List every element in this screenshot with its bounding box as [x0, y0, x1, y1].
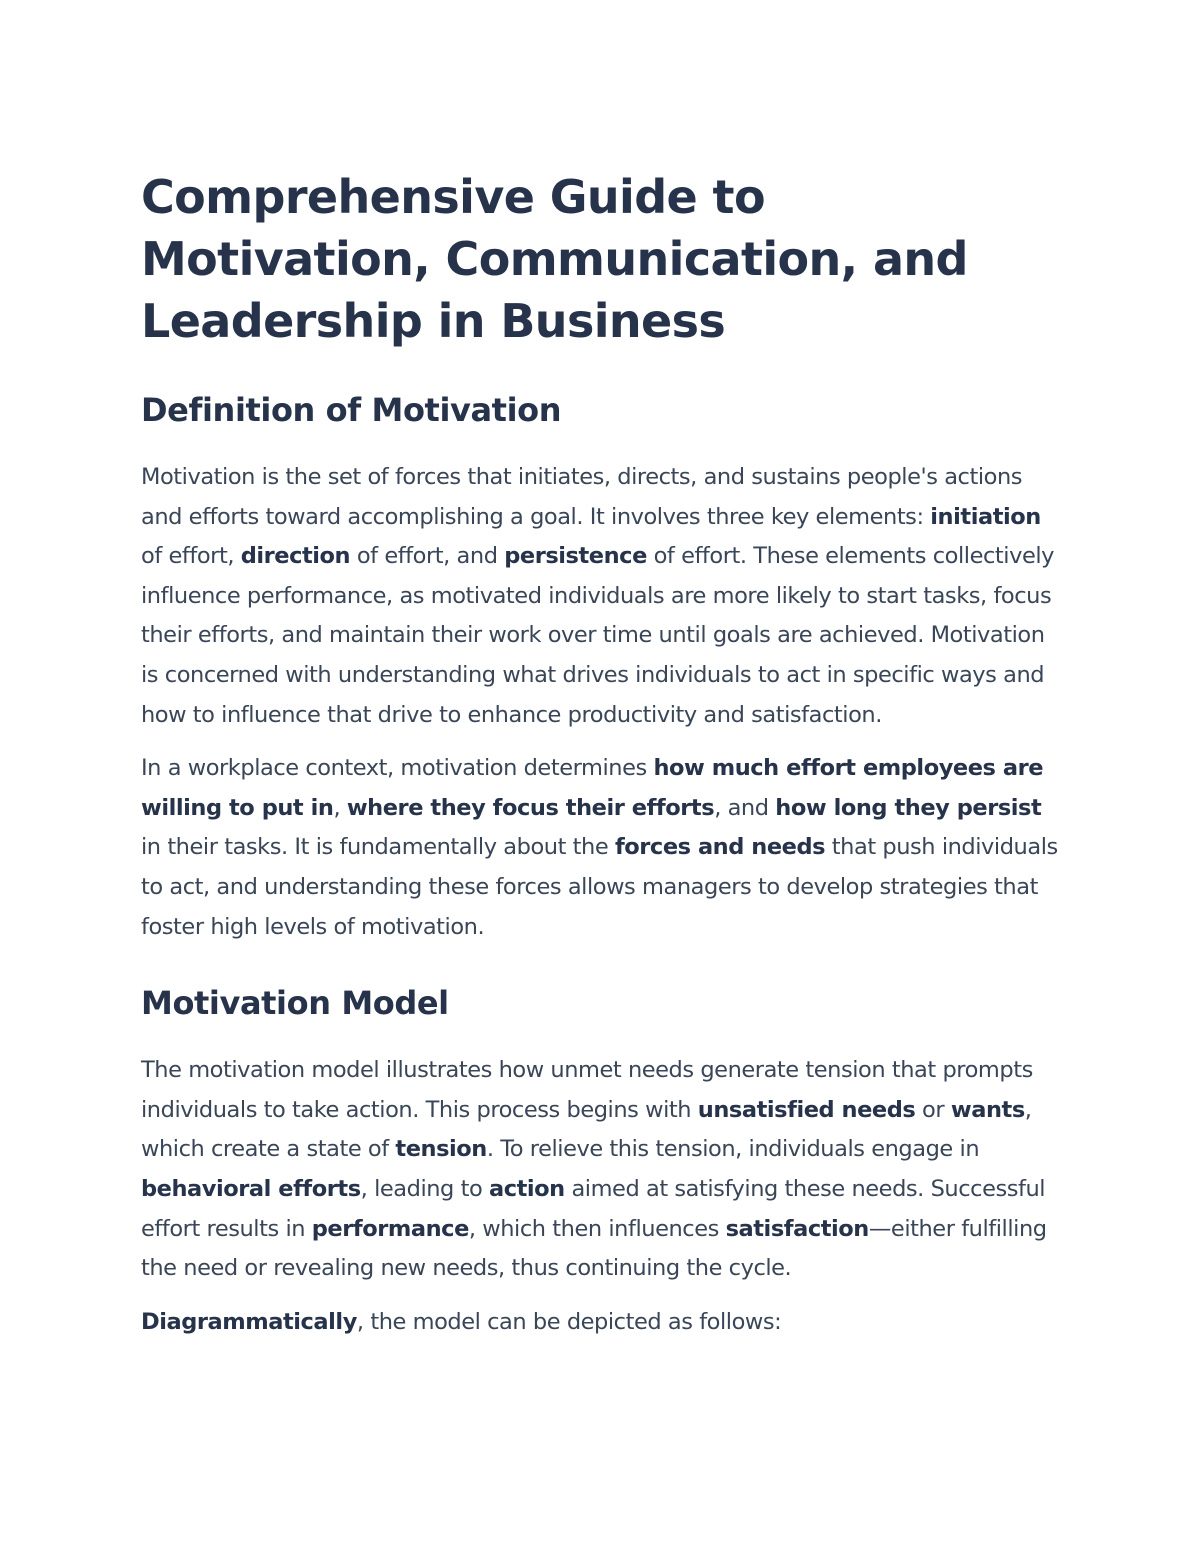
text-run: , the model can be depicted as follows: [356, 1308, 782, 1335]
text-run: of effort, and [350, 543, 505, 570]
document-title: Comprehensive Guide to Motivation, Communication, and Leadership in Business [141, 170, 968, 348]
model-paragraph-1 [141, 1051, 1061, 1289]
model-paragraph-2 [141, 1303, 1061, 1343]
section-heading-motivation-model: Motivation Model [141, 984, 449, 1023]
bold-term: direction [240, 543, 351, 570]
bold-term: how long they persist [775, 794, 1042, 821]
section-heading-definition: Definition of Motivation [141, 391, 562, 429]
bold-term: Diagrammatically [141, 1308, 357, 1335]
text-run: —either fulfilling the need or revealing new needs, thus continuing the cycle. [141, 1215, 1047, 1282]
bold-term: forces and needs [614, 834, 826, 861]
text-run: aimed at satisfying these needs. Successful effort results in [141, 1175, 1046, 1242]
definition-paragraph-1 [141, 458, 1061, 735]
bold-term: tension [395, 1136, 487, 1163]
document-page [141, 166, 1061, 1342]
bold-term: action [488, 1175, 565, 1202]
text-run: of effort. These elements collectively influence performance, as motivated individuals are more likely to start tasks, focus their efforts, and maintain their work over time until goals are achieved. Motivation is concerned with understanding what drives individuals to act in specific ways and how to influence that drive to enhance productivity and satisfaction. [141, 543, 1055, 728]
bold-term: behavioral efforts [141, 1175, 361, 1202]
text-run: In a workplace context, motivation determines [141, 755, 654, 782]
text-run: in their tasks. It is fundamentally about the [141, 834, 615, 861]
text-run: , which create a state of [141, 1096, 1032, 1163]
definition-paragraph-2 [141, 749, 1061, 947]
text-run: , which then influences [468, 1215, 726, 1242]
text-run: or [915, 1096, 951, 1123]
text-run: of effort, [141, 543, 241, 570]
bold-term: wants [950, 1096, 1025, 1123]
text-run: Motivation is the set of forces that initiates, directs, and sustains people's actions and efforts toward accomplishing a goal. It involves three key elements: [141, 464, 1023, 530]
text-run: The motivation model illustrates how unmet needs generate tension that prompts individuals to take action. This process begins with [141, 1057, 1033, 1123]
bold-term: unsatisfied needs [697, 1096, 916, 1123]
text-run: , leading to [360, 1175, 489, 1202]
text-run: , [333, 794, 347, 821]
bold-term: performance [311, 1215, 469, 1242]
bold-term: how much effort employees are willing to put in [141, 755, 1044, 821]
text-run: . To relieve this tension, individuals engage in [486, 1136, 980, 1163]
text-run: that push individuals to act, and understanding these forces allows managers to develop strategies that foster high levels of motivation. [141, 834, 1058, 940]
bold-term: satisfaction [725, 1215, 869, 1242]
text-run: , and [714, 794, 776, 821]
bold-term: persistence [504, 543, 647, 570]
bold-term: initiation [930, 503, 1041, 530]
bold-term: where they focus their efforts [346, 794, 715, 821]
